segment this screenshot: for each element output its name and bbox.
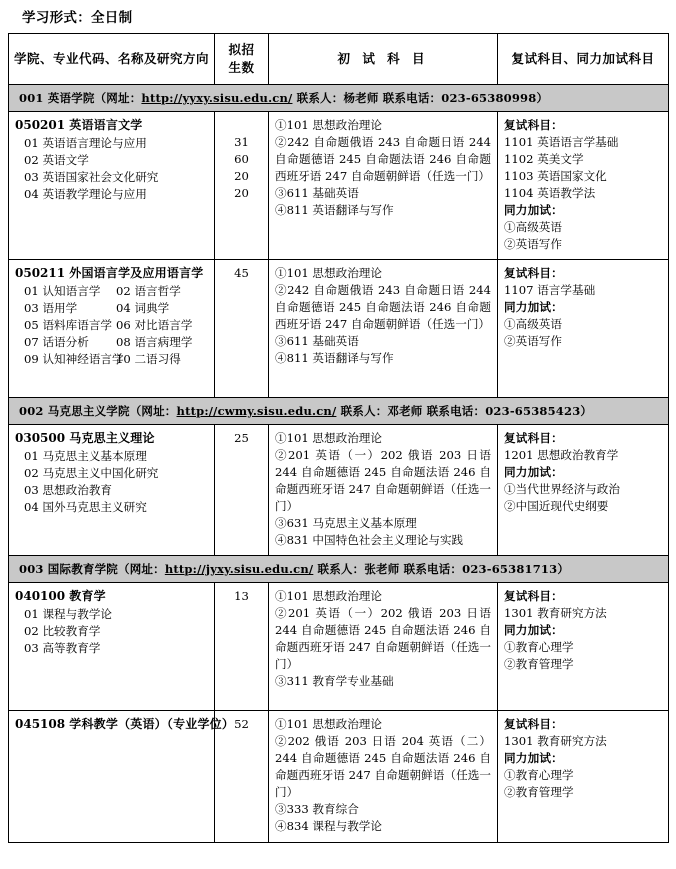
program-code: 030500 — [15, 431, 70, 445]
retest-subject-item: 1103 英语国家文化 — [504, 169, 607, 183]
college-banner — [9, 85, 669, 112]
supplementary-exam-item: ①当代世界经济与政治 — [504, 482, 620, 496]
retest-subject-item: 1301 教育研究方法 — [504, 734, 607, 748]
program-row — [9, 425, 669, 556]
exam-subject-line: ②201 英语（一）202 俄语 203 日语 244 自命题德语 245 自命题法语 246 自命题西班牙语 247 自命题朝鲜语（任选一门） — [275, 448, 491, 513]
supplementary-exam-item: ①高级英语 — [504, 317, 562, 331]
supplementary-exam-item: ①高级英语 — [504, 220, 562, 234]
initial-exam-cell — [269, 425, 498, 556]
program-title — [15, 430, 208, 447]
initial-exam-cell — [269, 711, 498, 843]
supplementary-exam-item: ②英语写作 — [504, 237, 562, 251]
retest-subject-item: 1107 语言学基础 — [504, 283, 596, 297]
retest-label: 复试科目： — [504, 589, 563, 603]
program-row — [9, 583, 669, 711]
retest-label: 复试科目： — [504, 266, 563, 280]
program-row — [9, 711, 669, 843]
college-name-text: 003 国际教育学院（网址： — [19, 562, 165, 576]
exam-subject-line: ①101 思想政治理论 — [275, 431, 382, 445]
supplementary-exam-label: 同力加试： — [504, 623, 563, 637]
header-quota — [215, 34, 269, 85]
research-direction-item: 04 词典学 — [116, 300, 170, 315]
college-banner — [9, 556, 669, 583]
header-initial-exam: 初 试 科 目 — [269, 34, 498, 85]
program-name: 教育学 — [69, 589, 106, 603]
exam-subject-line: ①101 思想政治理论 — [275, 118, 382, 132]
program-title — [15, 716, 235, 733]
research-direction-item: 01 课程与教学论 — [24, 606, 113, 621]
research-direction-item: 01 马克思主义基本原理 — [24, 448, 147, 463]
exam-subject-line: ④811 英语翻译与写作 — [275, 203, 394, 217]
college-contact-text: 联系人：杨老师 联系电话：023-65380998） — [292, 91, 549, 105]
retest-label: 复试科目： — [504, 717, 563, 731]
research-direction-item: 03 思想政治教育 — [24, 482, 113, 497]
quota-value: 25 — [234, 431, 249, 445]
quota-spacer — [221, 117, 262, 134]
retest-subject-item: 1101 英语语言学基础 — [504, 135, 619, 149]
college-contact-text: 联系人：张老师 联系电话：023-65381713） — [313, 562, 570, 576]
page-title: 学习形式：全日制 — [22, 10, 133, 26]
college-website-link[interactable]: http://yyxy.sisu.edu.cn/ — [141, 91, 293, 105]
retest-label: 复试科目： — [504, 431, 563, 445]
header-direction: 学院、专业代码、名称及研究方向 — [9, 34, 215, 85]
program-directions-cell — [9, 112, 215, 260]
program-code: 045108 — [15, 717, 70, 731]
retest-subjects-cell — [498, 711, 669, 843]
retest-subjects-cell — [498, 112, 669, 260]
research-direction-item: 04 国外马克思主义研究 — [24, 499, 147, 514]
table-header-row — [9, 34, 669, 85]
research-direction-item: 03 英语国家社会文化研究 — [24, 169, 159, 184]
table-body — [9, 34, 669, 843]
retest-subject-item: 1301 教育研究方法 — [504, 606, 607, 620]
program-code: 050211 — [15, 266, 70, 280]
exam-subject-line: ③631 马克思主义基本原理 — [275, 516, 417, 530]
exam-subject-line: ③333 教育综合 — [275, 802, 359, 816]
exam-subject-line: ①101 思想政治理论 — [275, 266, 382, 280]
header-retest: 复试科目、同力加试科目 — [498, 34, 669, 85]
college-banner — [9, 398, 669, 425]
research-direction-list — [15, 135, 208, 203]
program-directions-cell — [9, 711, 235, 843]
quota-value: 52 — [234, 717, 249, 731]
retest-label: 复试科目： — [504, 118, 563, 132]
exam-subject-line: ②202 俄语 203 日语 204 英语（二）244 自命题德语 245 自命题法语 246 自命题西班牙语 247 自命题朝鲜语（任选一门） — [275, 734, 491, 799]
research-direction-item: 03 语用学 — [24, 300, 78, 315]
program-title — [15, 265, 208, 282]
header-quota-line1: 拟招 — [228, 42, 255, 57]
program-directions-cell — [9, 260, 215, 398]
college-website-link[interactable]: http://cwmy.sisu.edu.cn/ — [176, 404, 337, 418]
exam-subject-line: ④811 英语翻译与写作 — [275, 351, 394, 365]
program-row — [9, 112, 669, 260]
college-banner-row — [9, 85, 669, 112]
college-website-link[interactable]: http://jyxy.sisu.edu.cn/ — [164, 562, 314, 576]
research-direction-list — [15, 606, 208, 657]
research-direction-item: 01 英语语言理论与应用 — [24, 135, 147, 150]
header-quota-line2: 生数 — [228, 60, 255, 75]
exam-subject-line: ②242 自命题俄语 243 自命题日语 244 自命题德语 245 自命题法语 246 自命题西班牙语 247 自命题朝鲜语（任选一门） — [275, 283, 491, 331]
admissions-catalog-table — [8, 33, 669, 843]
supplementary-exam-label: 同力加试： — [504, 751, 563, 765]
program-directions-cell — [9, 583, 215, 711]
supplementary-exam-label: 同力加试： — [504, 203, 563, 217]
retest-subjects-cell — [498, 583, 669, 711]
program-row — [9, 260, 669, 398]
exam-subject-line: ①101 思想政治理论 — [275, 717, 382, 731]
research-direction-item: 07 话语分析 — [24, 334, 89, 349]
exam-subject-line: ④831 中国特色社会主义理论与实践 — [275, 533, 464, 547]
research-direction-item: 02 比较教育学 — [24, 623, 101, 638]
research-direction-item: 02 英语文学 — [24, 152, 89, 167]
college-banner-row — [9, 398, 669, 425]
college-name-text: 001 英语学院（网址： — [19, 91, 142, 105]
program-name: 马克思主义理论 — [69, 431, 155, 445]
quota-value: 31 — [234, 135, 249, 149]
research-direction-item: 05 语料库语言学 — [24, 317, 113, 332]
exam-subject-line: ④834 课程与教学论 — [275, 819, 382, 833]
program-title — [15, 117, 208, 134]
retest-subject-item: 1201 思想政治教育学 — [504, 448, 619, 462]
supplementary-exam-item: ②英语写作 — [504, 334, 562, 348]
supplementary-exam-label: 同力加试： — [504, 465, 563, 479]
quota-cell — [215, 260, 269, 398]
research-direction-item: 09 认知神经语言学 — [24, 351, 124, 366]
program-code: 040100 — [15, 589, 70, 603]
initial-exam-cell — [269, 112, 498, 260]
retest-subjects-cell — [498, 260, 669, 398]
college-banner-row — [9, 556, 669, 583]
exam-subject-line: ②242 自命题俄语 243 自命题日语 244 自命题德语 245 自命题法语 246 自命题西班牙语 247 自命题朝鲜语（任选一门） — [275, 135, 491, 183]
research-direction-item: 01 认知语言学 — [24, 283, 101, 298]
exam-subject-line: ③311 教育学专业基础 — [275, 674, 394, 688]
college-contact-text: 联系人：邓老师 联系电话：023-65385423） — [336, 404, 593, 418]
quota-value: 20 — [234, 186, 249, 200]
research-direction-item: 08 语言病理学 — [116, 334, 193, 349]
supplementary-exam-item: ②中国近现代史纲要 — [504, 499, 609, 513]
supplementary-exam-item: ①教育心理学 — [504, 768, 574, 782]
research-direction-list — [15, 283, 208, 368]
retest-subject-item: 1104 英语教学法 — [504, 186, 596, 200]
initial-exam-cell — [269, 260, 498, 398]
research-direction-item: 10 二语习得 — [116, 351, 181, 366]
supplementary-exam-item: ①教育心理学 — [504, 640, 574, 654]
program-title — [15, 588, 208, 605]
quota-value: 45 — [234, 266, 249, 280]
quota-cell — [215, 425, 269, 556]
exam-subject-line: ③611 基础英语 — [275, 186, 359, 200]
research-direction-item: 06 对比语言学 — [116, 317, 193, 332]
program-name: 英语语言文学 — [69, 118, 143, 132]
quota-value: 60 — [234, 152, 249, 166]
retest-subjects-cell — [498, 425, 669, 556]
exam-subject-line: ②201 英语（一）202 俄语 203 日语 244 自命题德语 245 自命题法语 246 自命题西班牙语 247 自命题朝鲜语（任选一门） — [275, 606, 491, 671]
research-direction-item: 02 语言哲学 — [116, 283, 181, 298]
supplementary-exam-item: ②教育管理学 — [504, 785, 574, 799]
quota-cell — [215, 112, 269, 260]
program-directions-cell — [9, 425, 215, 556]
retest-subject-item: 1102 英美文学 — [504, 152, 584, 166]
quota-value: 20 — [234, 169, 249, 183]
college-name-text: 002 马克思主义学院（网址： — [19, 404, 177, 418]
initial-exam-cell — [269, 583, 498, 711]
program-name: 学科教学（英语）（专业学位） — [69, 717, 235, 731]
research-direction-item: 02 马克思主义中国化研究 — [24, 465, 159, 480]
program-code: 050201 — [15, 118, 70, 132]
exam-subject-line: ③611 基础英语 — [275, 334, 359, 348]
program-name: 外国语言学及应用语言学 — [69, 266, 204, 280]
research-direction-item: 04 英语教学理论与应用 — [24, 186, 147, 201]
exam-subject-line: ①101 思想政治理论 — [275, 589, 382, 603]
supplementary-exam-item: ②教育管理学 — [504, 657, 574, 671]
quota-cell — [215, 583, 269, 711]
supplementary-exam-label: 同力加试： — [504, 300, 563, 314]
quota-value: 13 — [234, 589, 249, 603]
research-direction-item: 03 高等教育学 — [24, 640, 101, 655]
research-direction-list — [15, 448, 208, 516]
